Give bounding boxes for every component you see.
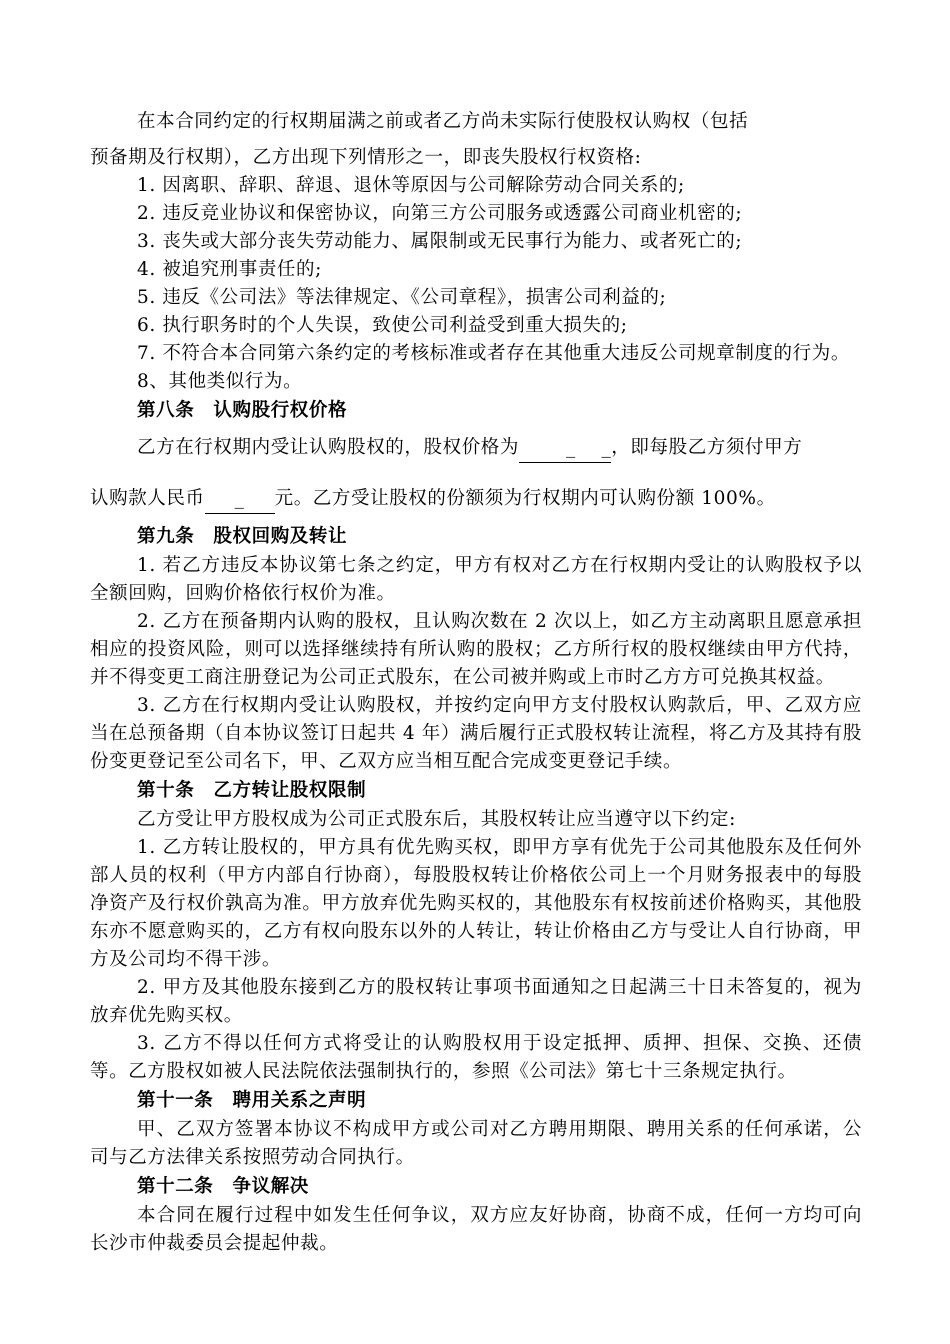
rmb-blank: _ xyxy=(205,485,275,514)
article-12-title: 第十二条 争议解决 xyxy=(137,1176,309,1197)
article-10-item-1: 1. 乙方转让股权的，甲方具有优先购买权，即甲方享有优先于公司其他股东及任何外部人员的权利（甲方内部自行协商），每股股权转让价格依公司上一个月财务报表中的每股净资产及行权价孰高为准。甲方放弃优先购买权的，其他股东有权按前述价格购买，其他股东亦不愿意购买的，乙方有权向股东以外的人转让，转让价格由乙方与受让人自行协商，甲方及公司均不得干涉。 xyxy=(90,837,862,970)
rmb-suffix: 元。乙方受让股权的份额须为行权期内可认购份额 100%。 xyxy=(274,488,776,509)
article-12-body: 本合同在履行过程中如发生任何争议，双方应友好协商，协商不成，任何一方均可向长沙市仲裁委员会提起仲裁。 xyxy=(90,1205,862,1254)
loss-condition-2: 2. 违反竞业协议和保密协议，向第三方公司服务或透露公司商业机密的; xyxy=(137,203,743,224)
loss-condition-8: 8、其他类似行为。 xyxy=(137,371,303,392)
article-10-item-2: 2. 甲方及其他股东接到乙方的股权转让事项书面通知之日起满三十日未答复的，视为放弃优先购买权。 xyxy=(90,977,862,1026)
loss-condition-4: 4. 被追究刑事责任的; xyxy=(137,259,322,280)
rmb-prefix: 认购款人民币 xyxy=(90,488,205,509)
price-suffix: ，即每股乙方须付甲方 xyxy=(611,437,803,458)
article-10-title: 第十条 乙方转让股权限制 xyxy=(137,780,367,801)
article-9-title: 第九条 股权回购及转让 xyxy=(137,526,348,547)
article-8-price-line xyxy=(90,434,862,463)
article-10-item-3: 3. 乙方不得以任何方式将受让的认购股权用于设定抵押、质押、担保、交换、还债等。乙方股权如被人民法院依法强制执行的，参照《公司法》第七十三条规定执行。 xyxy=(90,1033,862,1082)
article-9-item-3: 3. 乙方在行权期内受让认购股权，并按约定向甲方支付股权认购款后，甲、乙双方应当在总预备期（自本协议签订日起共 4 年）满后履行正式股权转让流程，将乙方及其持有股份变更登记至公司名下，甲、乙双方应当相互配合完成变更登记手续。 xyxy=(90,695,862,772)
price-prefix: 乙方在行权期内受让认购股权的，股权价格为 xyxy=(137,437,520,458)
article-10-intro: 乙方受让甲方股权成为公司正式股东后，其股权转让应当遵守以下约定: xyxy=(137,809,736,830)
article-11-body: 甲、乙双方签署本协议不构成甲方或公司对乙方聘用期限、聘用关系的任何承诺，公司与乙方法律关系按照劳动合同执行。 xyxy=(90,1119,862,1168)
article-8-title: 第八条 认购股行权价格 xyxy=(137,400,348,421)
loss-condition-5: 5. 违反《公司法》等法律规定、《公司章程》，损害公司利益的; xyxy=(137,287,667,308)
article-11-title: 第十一条 聘用关系之声明 xyxy=(137,1090,367,1111)
contract-page xyxy=(90,108,862,1258)
intro-line-1: 在本合同约定的行权期届满之前或者乙方尚未实际行使股权认购权（包括 xyxy=(137,111,749,132)
intro-line-2: 预备期及行权期），乙方出现下列情形之一，即丧失股权行权资格: xyxy=(90,147,642,168)
loss-condition-6: 6. 执行职务时的个人失误，致使公司利益受到重大损失的; xyxy=(137,315,628,336)
article-9-item-1: 1. 若乙方违反本协议第七条之约定，甲方有权对乙方在行权期内受让的认购股权予以全额回购，回购价格依行权价为准。 xyxy=(90,555,862,604)
loss-condition-7: 7. 不符合本合同第六条约定的考核标准或者存在其他重大违反公司规章制度的行为。 xyxy=(137,343,850,364)
article-9-item-2: 2. 乙方在预备期内认购的股权，且认购次数在 2 次以上，如乙方主动离职且愿意承担相应的投资风险，则可以选择继续持有所认购的股权；乙方所行权的股权继续由甲方代持，并不得变更工商注册登记为公司正式股东，在公司被并购或上市时乙方方可兑换其权益。 xyxy=(90,611,862,688)
price-blank: _ _ xyxy=(519,434,611,463)
article-8-rmb-line xyxy=(90,485,862,514)
loss-condition-3: 3. 丧失或大部分丧失劳动能力、属限制或无民事行为能力、或者死亡的; xyxy=(137,231,743,252)
loss-condition-1: 1. 因离职、辞职、辞退、退休等原因与公司解除劳动合同关系的; xyxy=(137,175,685,196)
